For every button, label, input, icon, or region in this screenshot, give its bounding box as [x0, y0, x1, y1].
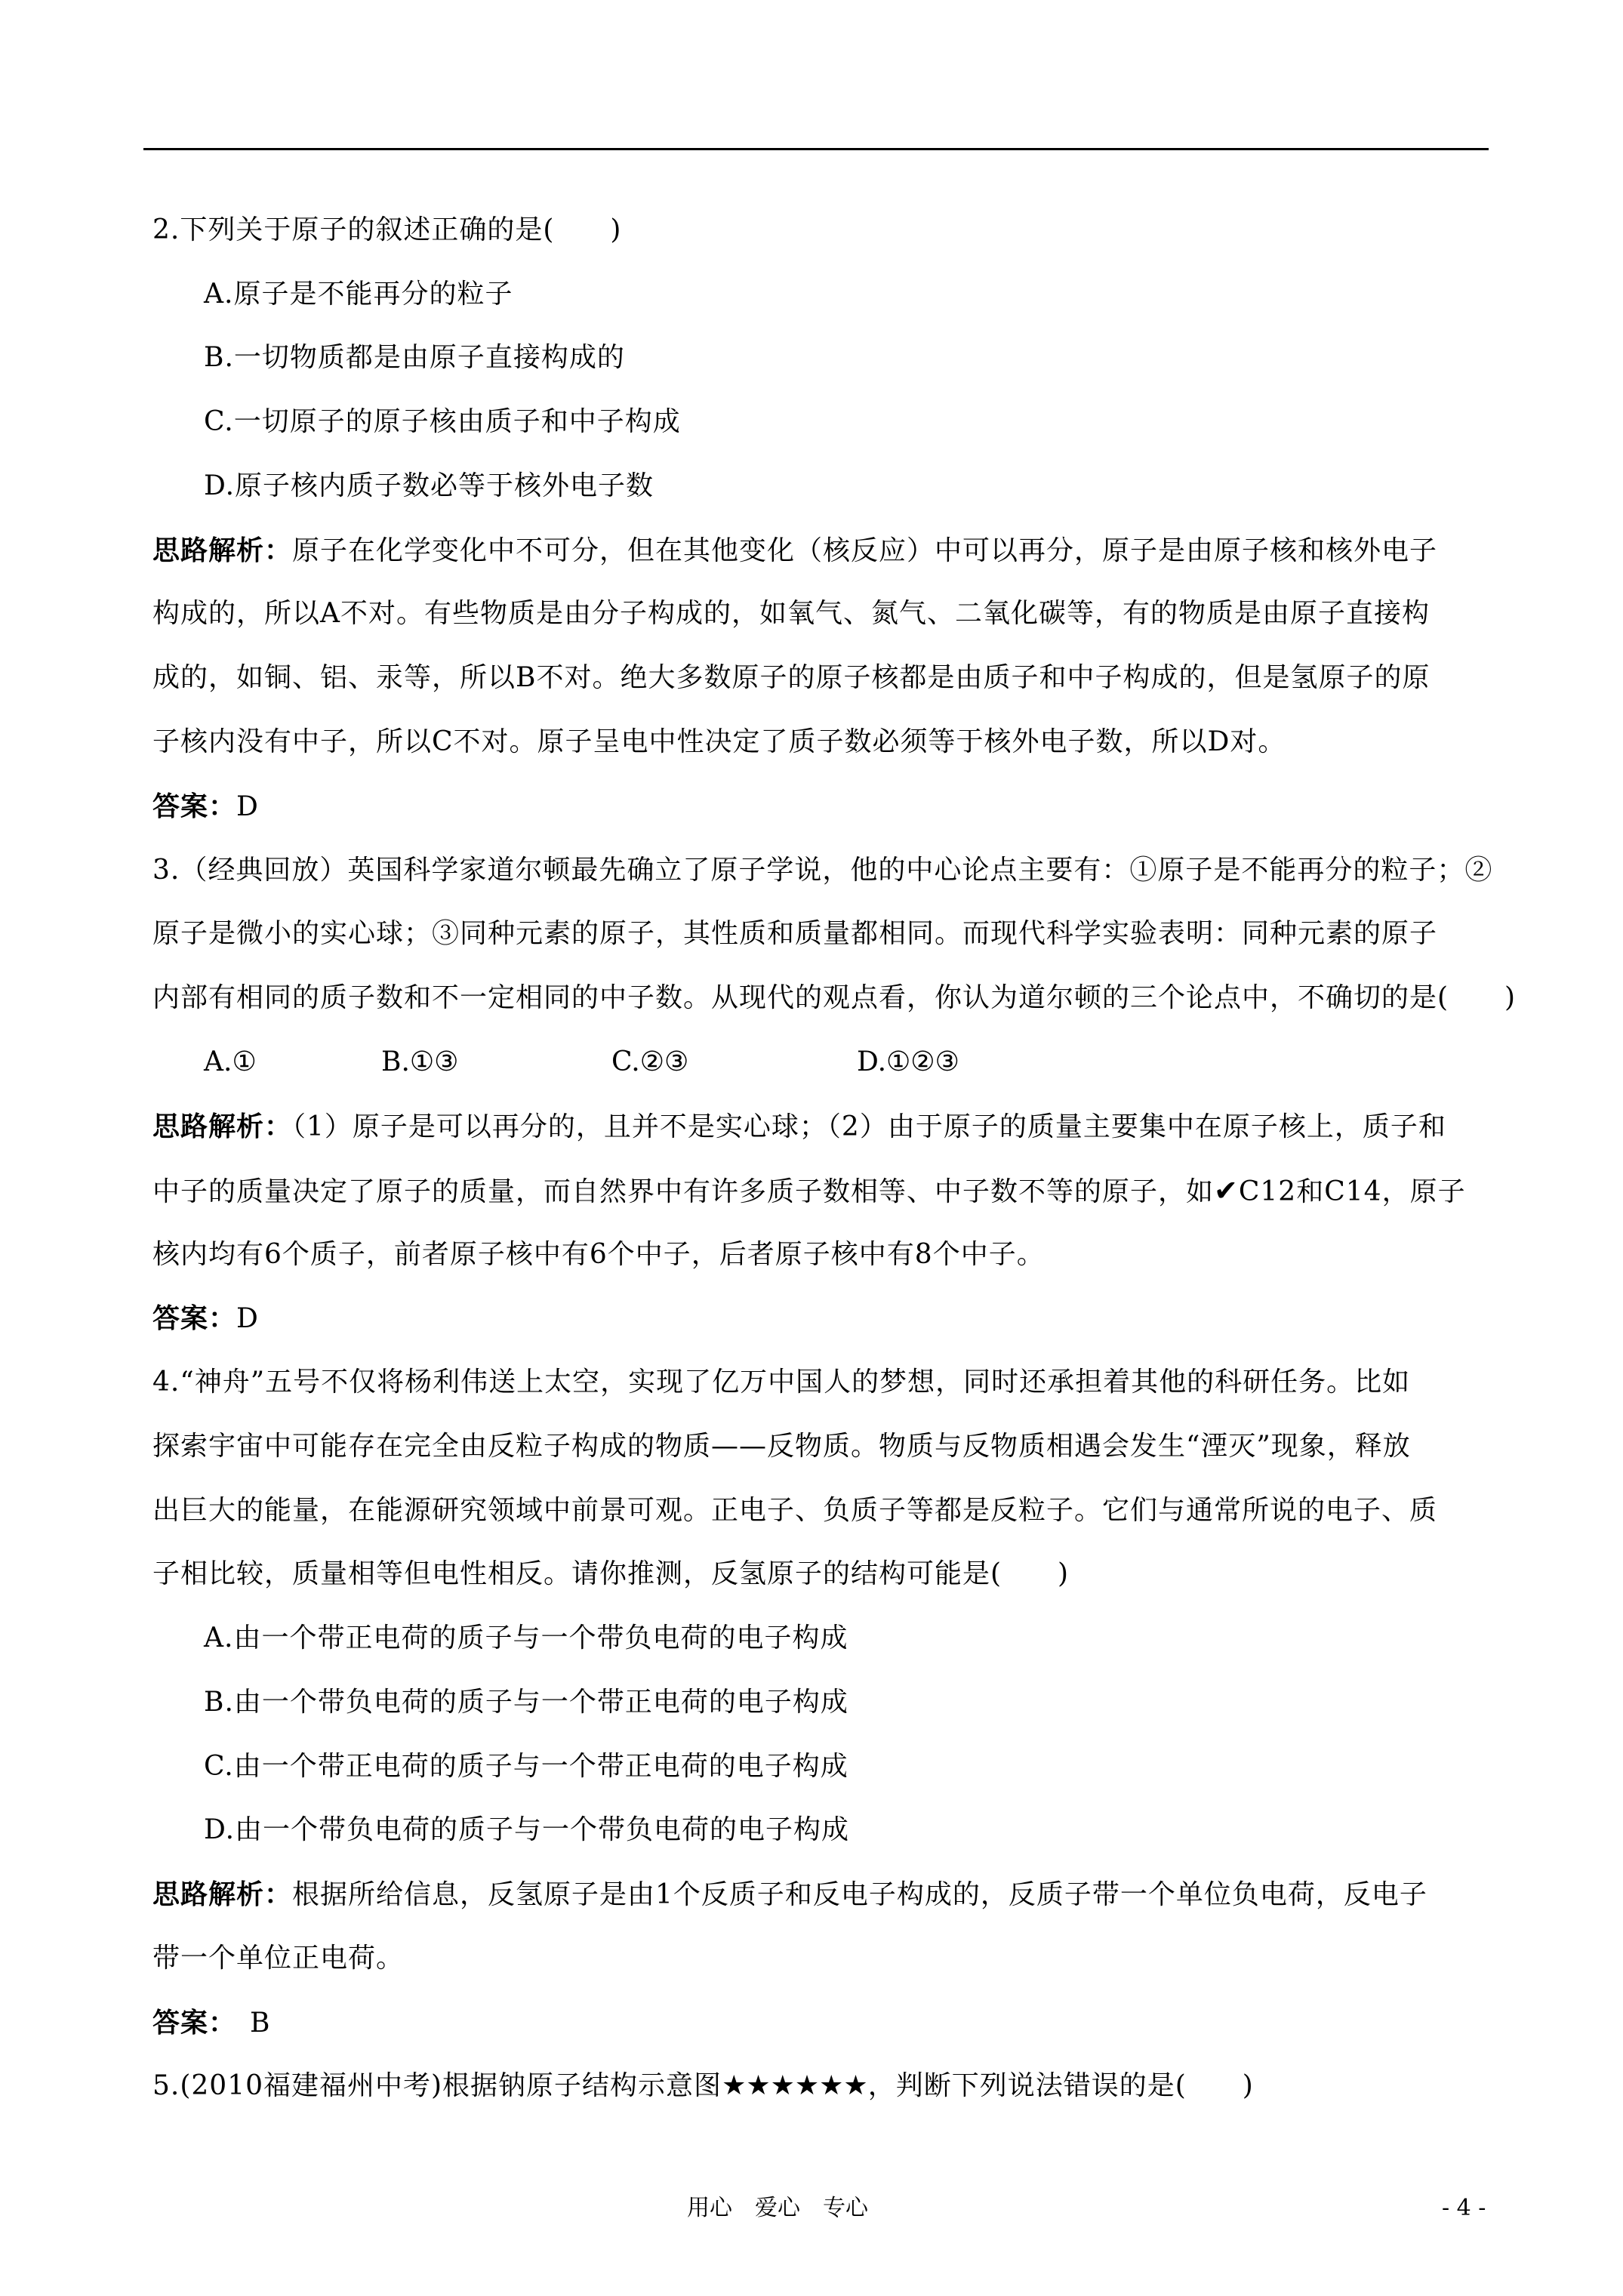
q4-analysis-text-1: 根据所给信息，反氢原子是由1个反质子和反电子构成的，反质子带一个单位负电荷，反电子: [292, 1879, 1427, 1910]
star-icon: ★★★★★★: [722, 2070, 868, 2101]
q3-analysis-line-1: [152, 1110, 1446, 1144]
q2-analysis-line-3: 成的，如铜、铝、汞等，所以B不对。绝大多数原子的原子核都是由质子和中子构成的，但是氢原子的原: [152, 662, 1431, 693]
q3-choice-d: D.①②③: [857, 1046, 959, 1077]
q3-analysis-line-3: 核内均有6个质子，前者原子核中有6个中子，后者原子核中有8个中子。: [152, 1239, 1045, 1270]
q4-answer: [152, 2006, 270, 2040]
q4-stem-line-3: 出巨大的能量，在能源研究领域中前景可观。正电子、负质子等都是反粒子。它们与通常所说的电子、质: [152, 1495, 1438, 1526]
q5-stem-text-b: ，判断下列说法错误的是( ): [867, 2070, 1254, 2101]
q3-answer-label: 答案：: [152, 1302, 237, 1334]
checkmark-icon: ✔: [1214, 1174, 1239, 1207]
q3-analysis-text-2a: 中子的质量决定了原子的质量，而自然界中有许多质子数相等、中子数不等的原子，如: [152, 1176, 1215, 1207]
q2-answer: [152, 790, 259, 824]
q2-option-d: D.原子核内质子数必等于核外电子数: [204, 470, 654, 501]
q3-choice-c: C.②③: [611, 1046, 689, 1077]
q3-stem-line-2: 原子是微小的实心球；③同种元素的原子，其性质和质量都相同。而现代科学实验表明：同种元素的原子: [152, 918, 1438, 949]
q2-analysis-line-1: [152, 534, 1437, 568]
q3-stem-line-1: 3.（经典回放）英国科学家道尔顿最先确立了原子学说，他的中心论点主要有：①原子是不能再分的粒子；②: [152, 855, 1493, 886]
q2-option-b: B.一切物质都是由原子直接构成的: [204, 342, 625, 373]
q3-analysis-text-1: （1）原子是可以再分的，且并不是实心球；（2）由于原子的质量主要集中在原子核上，质子和: [292, 1111, 1446, 1142]
page-number: - 4 -: [1442, 2195, 1486, 2221]
q3-choice-b: B.①③: [381, 1046, 459, 1077]
q3-choices: [204, 1046, 1185, 1079]
q2-analysis-line-4: 子核内没有中子，所以C不对。原子呈电中性决定了质子数必须等于核外电子数，所以D对。: [152, 726, 1286, 757]
q2-answer-value: D: [236, 791, 259, 822]
q4-option-b: B.由一个带负电荷的质子与一个带正电荷的电子构成: [204, 1687, 848, 1718]
q4-analysis-label: 思路解析：: [152, 1878, 293, 1910]
q3-answer-value: D: [236, 1303, 259, 1334]
q3-choice-a: A.①: [204, 1046, 257, 1077]
q4-stem-line-1: 4.“神舟”五号不仅将杨利伟送上太空，实现了亿万中国人的梦想，同时还承担着其他的科研任务。比如: [152, 1367, 1411, 1398]
header-rule: [143, 148, 1489, 150]
q3-stem-line-3: 内部有相同的质子数和不一定相同的中子数。从现代的观点看，你认为道尔顿的三个论点中，不确切的是( ): [152, 982, 1517, 1013]
q4-analysis-line-1: [152, 1878, 1427, 1912]
q4-answer-value: B: [250, 2008, 271, 2039]
q2-stem: 2.下列关于原子的叙述正确的是( ): [152, 214, 622, 245]
q3-analysis-text-2b: C12和C14，原子: [1238, 1176, 1466, 1207]
q4-option-a: A.由一个带正电荷的质子与一个带负电荷的电子构成: [204, 1623, 848, 1653]
q2-option-a: A.原子是不能再分的粒子: [204, 279, 513, 310]
q5-stem-text-a: 5.(2010福建福州中考)根据钠原子结构示意图: [152, 2070, 722, 2101]
q4-answer-label: 答案：: [152, 2007, 237, 2039]
q3-analysis-label: 思路解析：: [152, 1111, 293, 1142]
q3-analysis-line-2: [152, 1174, 1466, 1209]
q4-option-d: D.由一个带负电荷的质子与一个带负电荷的电子构成: [204, 1814, 850, 1845]
q3-answer: [152, 1302, 259, 1336]
q4-stem-line-2: 探索宇宙中可能存在完全由反粒子构成的物质——反物质。物质与反物质相遇会发生“湮灭”现象，释放: [152, 1431, 1411, 1462]
q5-stem: [152, 2069, 1254, 2103]
q4-option-c: C.由一个带正电荷的质子与一个带正电荷的电子构成: [204, 1751, 848, 1782]
footer-motto: 用心 爱心 专心: [687, 2195, 868, 2221]
q4-stem-line-4: 子相比较，质量相等但电性相反。请你推测，反氢原子的结构可能是( ): [152, 1558, 1070, 1589]
q2-analysis-text-1: 原子在化学变化中不可分，但在其他变化（核反应）中可以再分，原子是由原子核和核外电子: [292, 535, 1438, 566]
q4-analysis-line-2: 带一个单位正电荷。: [152, 1943, 405, 1974]
q2-option-c: C.一切原子的原子核由质子和中子构成: [204, 406, 681, 437]
q2-analysis-label: 思路解析：: [152, 535, 293, 566]
q2-answer-label: 答案：: [152, 791, 237, 822]
q2-analysis-line-2: 构成的，所以A不对。有些物质是由分子构成的，如氧气、氮气、二氧化碳等，有的物质是由原子直接构: [152, 598, 1430, 629]
